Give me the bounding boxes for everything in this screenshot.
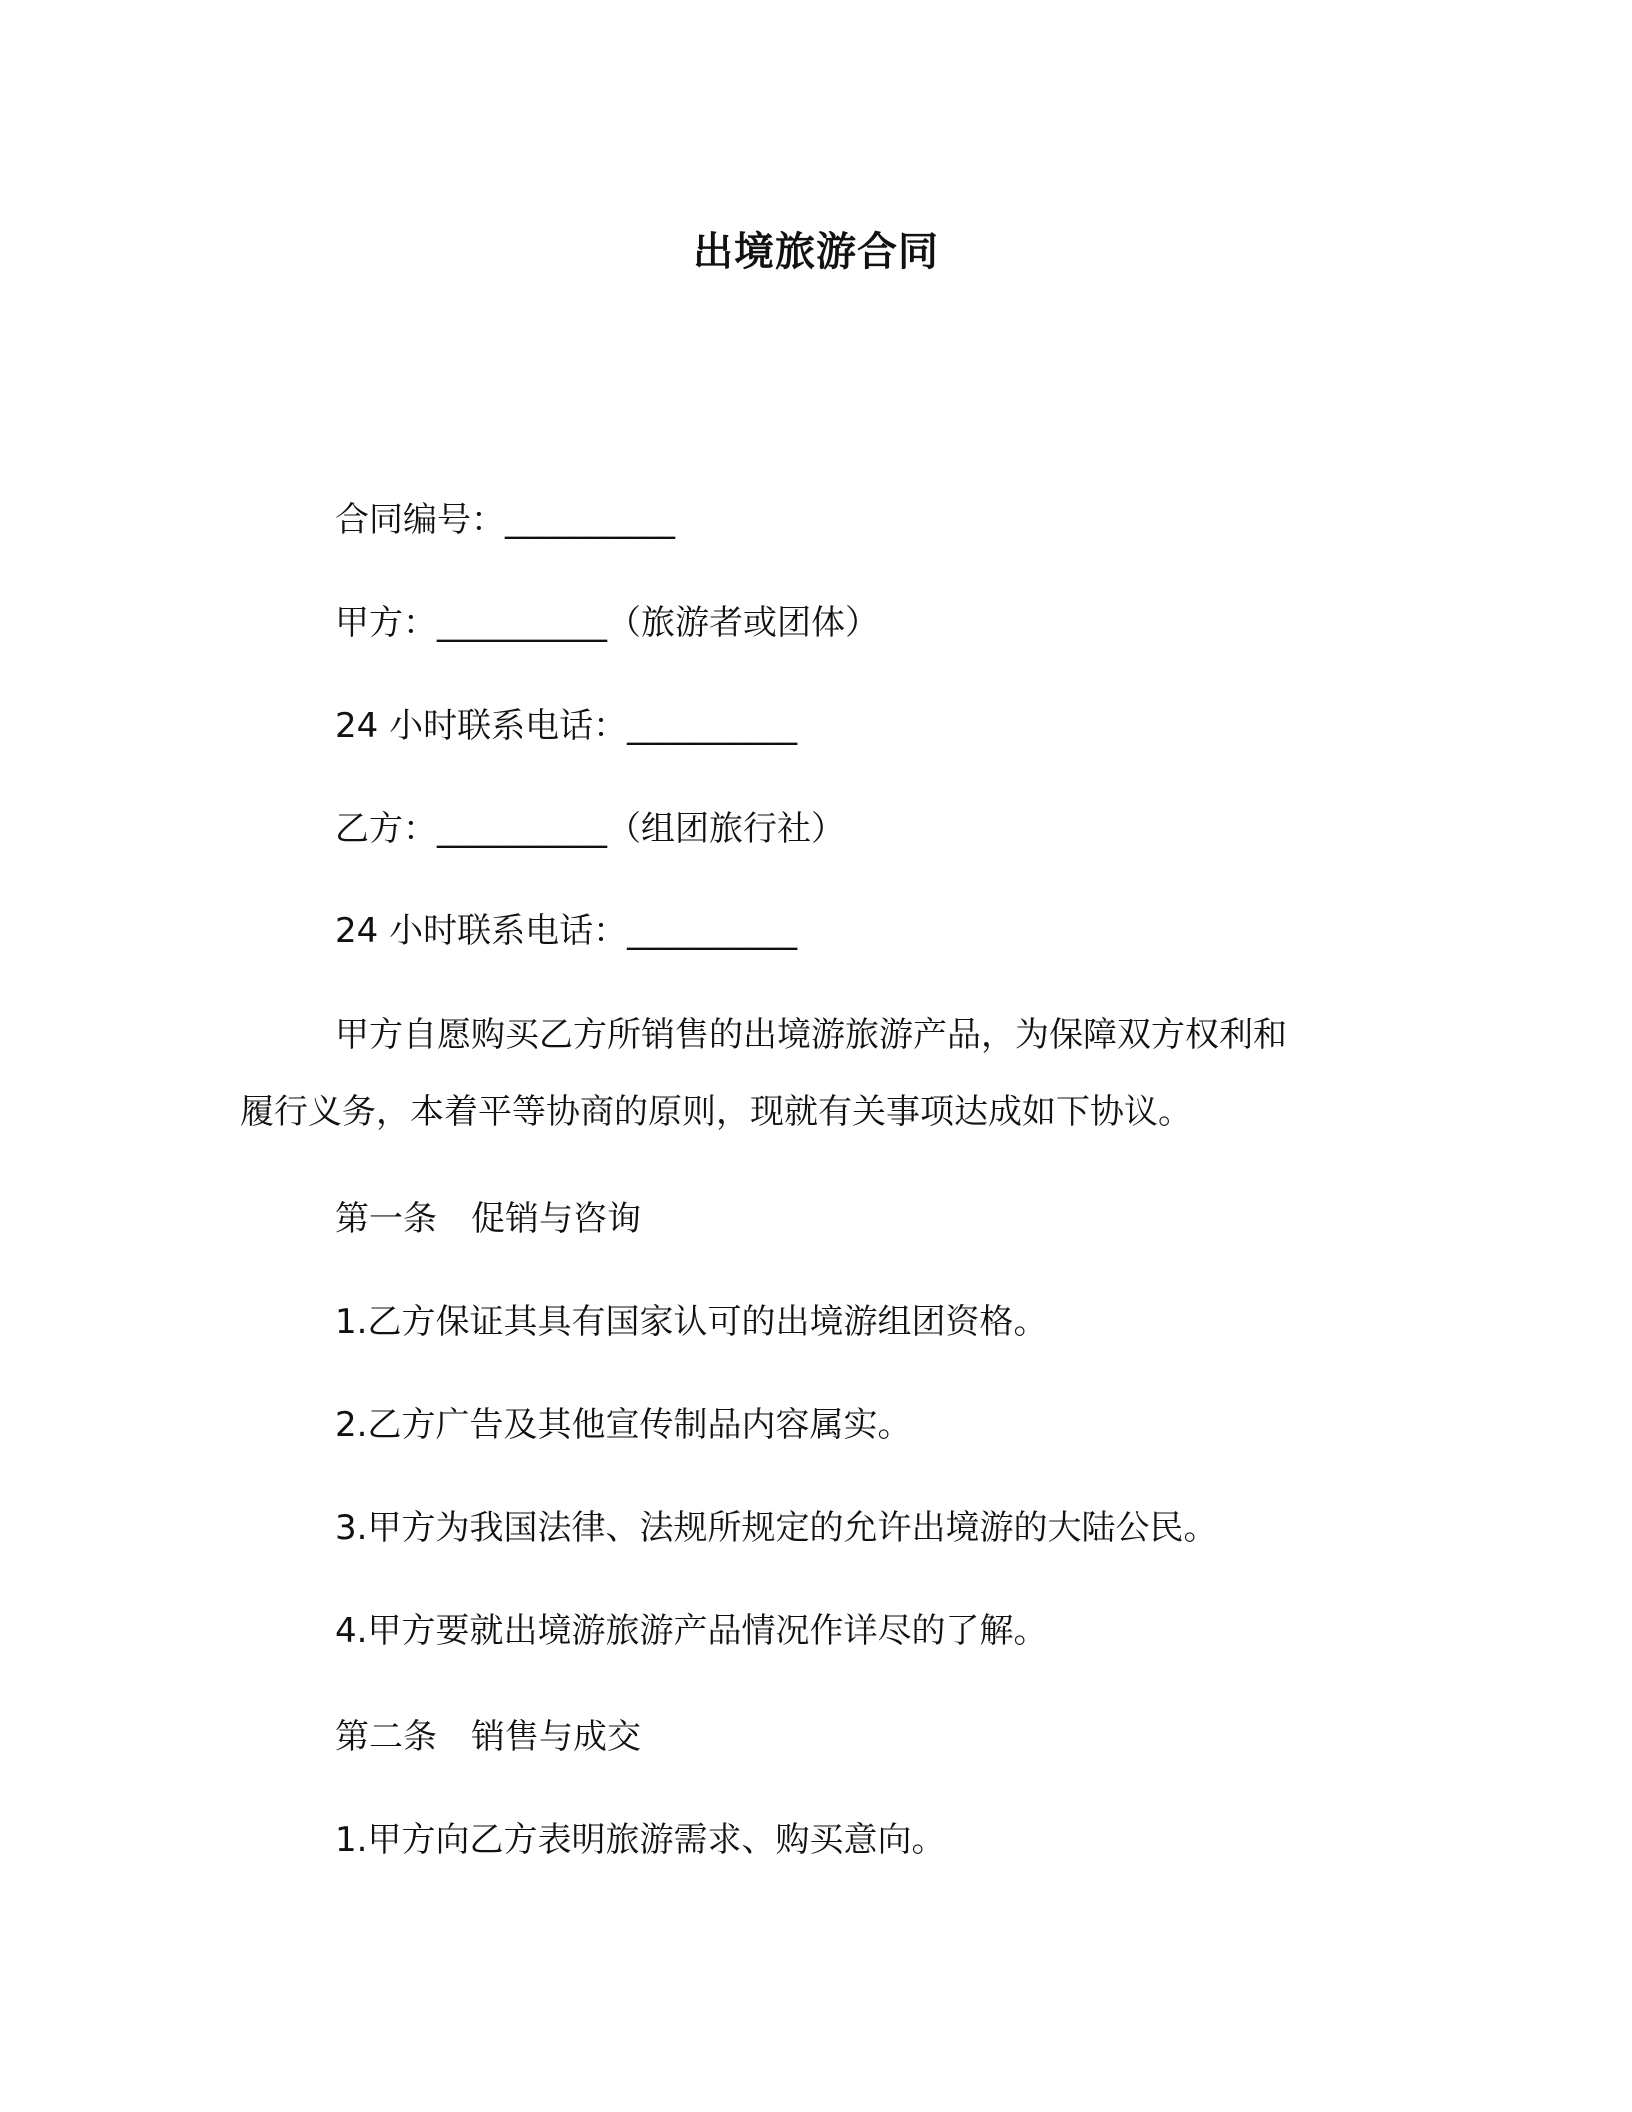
article-1-item: 2.乙方广告及其他宣传制品内容属实。 (335, 1405, 912, 1445)
party-a-phone-field: 24 小时联系电话：__________ (335, 706, 798, 746)
party-a-field: 甲方：__________（旅游者或团体） (335, 603, 879, 643)
party-b-phone-field: 24 小时联系电话：__________ (335, 911, 798, 951)
article-1-heading: 第一条 促销与咨询 (335, 1199, 641, 1239)
intro-paragraph-line-1: 甲方自愿购买乙方所销售的出境游旅游产品，为保障双方权利和 (335, 1015, 1287, 1055)
intro-paragraph-line-2: 履行义务，本着平等协商的原则，现就有关事项达成如下协议。 (240, 1092, 1192, 1132)
article-2-item: 1.甲方向乙方表明旅游需求、购买意向。 (335, 1820, 946, 1860)
document-title: 出境旅游合同 (693, 229, 939, 275)
contract-number-field: 合同编号：__________ (335, 500, 675, 540)
party-b-field: 乙方：__________（组团旅行社） (335, 809, 845, 849)
article-1-item: 1.乙方保证其具有国家认可的出境游组团资格。 (335, 1302, 1048, 1342)
article-2-heading: 第二条 销售与成交 (335, 1717, 641, 1757)
article-1-item: 4.甲方要就出境游旅游产品情况作详尽的了解。 (335, 1611, 1048, 1651)
article-1-item: 3.甲方为我国法律、法规所规定的允许出境游的大陆公民。 (335, 1508, 1218, 1548)
